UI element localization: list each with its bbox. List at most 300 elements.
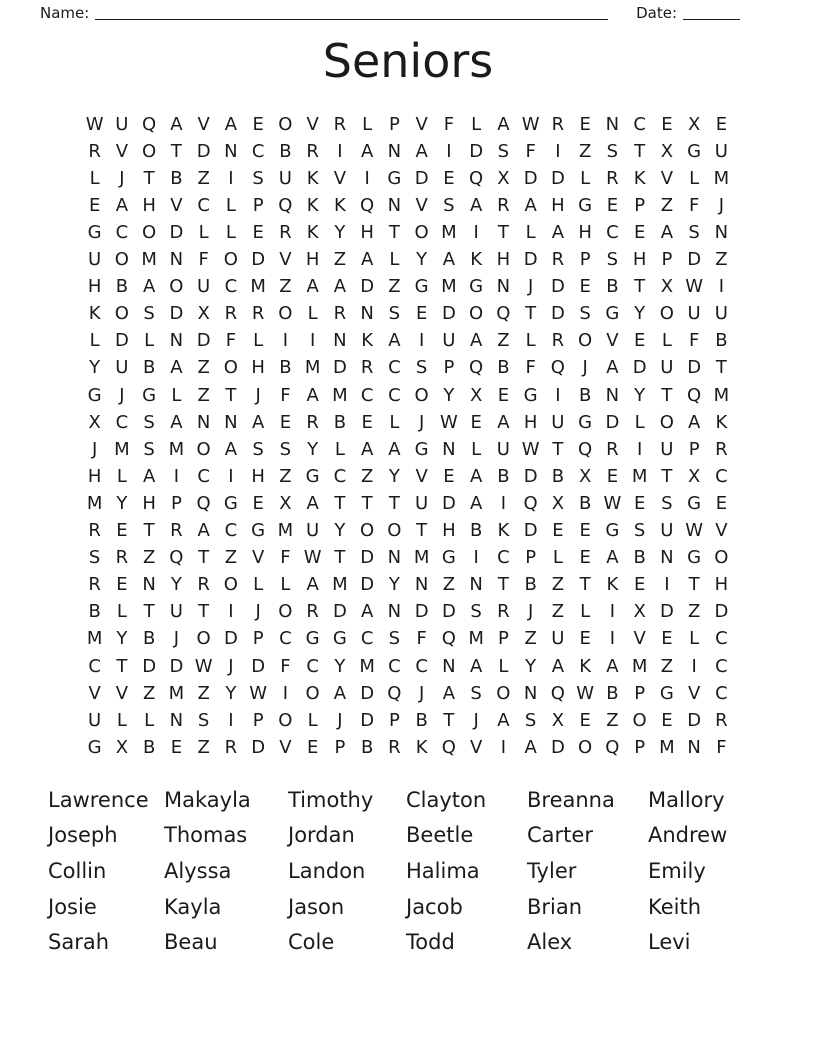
grid-letter-r21c16: L xyxy=(498,655,509,677)
word-item: Todd xyxy=(406,930,455,955)
grid-letter-r19c1: B xyxy=(88,601,101,623)
grid-letter-r11c17: G xyxy=(523,384,538,406)
grid-letter-r24c22: M xyxy=(659,736,675,758)
grid-letter-r3c4: B xyxy=(170,167,183,189)
grid-letter-r20c21: V xyxy=(633,628,646,650)
grid-letter-r4c21: P xyxy=(634,194,646,216)
puzzle-title: Seniors xyxy=(322,34,494,88)
grid-letter-r6c10: Z xyxy=(333,249,347,271)
grid-letter-r16c14: H xyxy=(442,520,456,542)
grid-letter-r11c21: Y xyxy=(634,384,646,406)
grid-letter-r19c3: T xyxy=(143,601,155,623)
grid-letter-r7c18: D xyxy=(550,276,565,298)
grid-letter-r17c6: Z xyxy=(224,547,238,569)
grid-letter-r5c15: I xyxy=(473,222,479,244)
grid-letter-r12c22: O xyxy=(659,411,674,433)
grid-letter-r13c23: P xyxy=(688,438,700,460)
grid-letter-r9c7: L xyxy=(253,330,264,352)
grid-letter-r16c1: R xyxy=(88,520,101,542)
grid-letter-r23c13: B xyxy=(415,709,428,731)
grid-letter-r16c3: T xyxy=(143,520,155,542)
grid-letter-r16c6: C xyxy=(224,520,238,542)
grid-letter-r23c2: L xyxy=(116,709,127,731)
grid-letter-r8c5: X xyxy=(197,303,210,325)
word-search-grid xyxy=(81,111,735,761)
grid-letter-r23c5: S xyxy=(197,709,210,731)
grid-letter-r16c17: D xyxy=(523,520,538,542)
grid-letter-r8c7: R xyxy=(251,303,265,325)
grid-letter-r1c17: W xyxy=(521,113,540,135)
grid-letter-r7c11: D xyxy=(360,276,375,298)
grid-letter-r11c14: Y xyxy=(443,384,455,406)
word-item: Jason xyxy=(288,894,345,919)
grid-letter-r2c24: U xyxy=(714,140,728,162)
grid-letter-r12c24: K xyxy=(715,411,728,433)
grid-letter-r6c5: F xyxy=(198,249,209,271)
grid-letter-r14c4: I xyxy=(173,465,180,487)
grid-letter-r21c3: D xyxy=(142,655,157,677)
grid-letter-r22c12: Q xyxy=(387,682,402,704)
grid-letter-r23c1: U xyxy=(88,709,102,731)
grid-letter-r13c20: R xyxy=(606,438,619,460)
grid-letter-r14c10: C xyxy=(333,465,347,487)
grid-letter-r15c15: A xyxy=(469,492,483,514)
grid-letter-r6c3: M xyxy=(141,249,157,271)
grid-letter-r16c10: Y xyxy=(334,520,346,542)
grid-letter-r20c13: F xyxy=(416,628,427,650)
grid-letter-r10c19: J xyxy=(582,357,588,379)
grid-letter-r7c8: Z xyxy=(279,276,292,298)
grid-letter-r21c10: Y xyxy=(334,655,346,677)
grid-letter-r21c22: Z xyxy=(660,655,674,677)
name-blank-line xyxy=(95,7,608,20)
grid-letter-r18c4: Y xyxy=(170,574,182,596)
grid-letter-r14c7: H xyxy=(251,465,265,487)
grid-letter-r23c21: O xyxy=(632,709,647,731)
word-item: Emily xyxy=(648,859,706,884)
grid-letter-r3c21: K xyxy=(633,167,646,189)
grid-letter-r20c12: S xyxy=(388,628,401,650)
grid-letter-r12c23: A xyxy=(687,411,701,433)
grid-letter-r19c11: A xyxy=(360,601,374,623)
grid-letter-r17c8: F xyxy=(280,547,291,569)
grid-letter-r8c3: S xyxy=(143,303,155,325)
grid-letter-r22c7: W xyxy=(249,682,268,704)
grid-letter-r2c3: O xyxy=(142,140,157,162)
grid-letter-r16c4: R xyxy=(170,520,183,542)
grid-letter-r18c22: I xyxy=(664,574,670,596)
grid-letter-r12c6: N xyxy=(224,411,238,433)
grid-letter-r20c11: C xyxy=(360,628,374,650)
grid-letter-r24c24: F xyxy=(716,736,727,758)
grid-letter-r10c15: Q xyxy=(469,357,484,379)
grid-letter-r3c7: S xyxy=(252,167,264,189)
grid-letter-r6c19: P xyxy=(579,249,591,271)
grid-letter-r10c13: S xyxy=(415,357,428,379)
grid-letter-r5c12: T xyxy=(388,222,400,244)
grid-letter-r8c24: U xyxy=(714,303,728,325)
grid-letter-r8c10: R xyxy=(333,303,347,325)
grid-letter-r20c7: P xyxy=(252,628,264,650)
grid-letter-r14c3: A xyxy=(142,465,156,487)
grid-letter-r8c22: O xyxy=(659,303,674,325)
grid-letter-r9c10: N xyxy=(333,330,347,352)
grid-letter-r17c21: B xyxy=(633,547,646,569)
grid-letter-r20c1: M xyxy=(86,628,103,650)
grid-letter-r7c2: B xyxy=(115,276,129,298)
grid-letter-r17c11: D xyxy=(360,547,375,569)
grid-letter-r13c13: G xyxy=(414,438,429,460)
grid-letter-r6c9: H xyxy=(305,249,320,271)
grid-letter-r22c3: Z xyxy=(142,682,156,704)
grid-letter-r14c8: Z xyxy=(279,465,292,487)
grid-letter-r2c19: Z xyxy=(578,140,592,162)
grid-letter-r1c20: N xyxy=(605,113,620,135)
grid-letter-r7c24: I xyxy=(718,276,725,298)
grid-letter-r15c18: X xyxy=(551,492,565,514)
grid-letter-r2c16: S xyxy=(497,140,510,162)
word-item: Tyler xyxy=(527,859,577,884)
grid-letter-r1c9: V xyxy=(306,113,319,135)
word-item: Makayla xyxy=(164,787,251,812)
grid-letter-r5c18: A xyxy=(551,222,565,244)
grid-letter-r14c13: V xyxy=(415,465,428,487)
grid-letter-r18c18: Z xyxy=(551,574,565,596)
grid-letter-r22c23: V xyxy=(687,682,701,704)
grid-letter-r8c4: D xyxy=(169,303,184,325)
grid-letter-r6c15: K xyxy=(470,249,483,271)
grid-letter-r17c3: Z xyxy=(142,547,156,569)
grid-letter-r14c12: Y xyxy=(388,465,400,487)
grid-letter-r22c9: O xyxy=(305,682,320,704)
grid-letter-r18c23: T xyxy=(688,574,700,596)
grid-letter-r11c1: G xyxy=(87,384,102,406)
grid-letter-r11c6: T xyxy=(225,384,237,406)
grid-letter-r6c22: P xyxy=(661,249,673,271)
grid-letter-r18c8: L xyxy=(280,574,291,596)
grid-letter-r18c17: B xyxy=(524,574,537,596)
grid-letter-r3c20: R xyxy=(606,167,619,189)
grid-letter-r22c14: A xyxy=(442,682,456,704)
grid-letter-r6c2: O xyxy=(114,249,129,271)
grid-letter-r7c7: M xyxy=(250,276,266,298)
grid-letter-r22c13: J xyxy=(418,682,425,704)
grid-letter-r11c24: M xyxy=(713,384,730,406)
grid-letter-r17c15: I xyxy=(473,547,479,569)
grid-letter-r4c3: H xyxy=(142,194,156,216)
grid-letter-r20c4: J xyxy=(173,628,180,650)
grid-letter-r20c14: Q xyxy=(441,628,456,650)
grid-letter-r11c11: C xyxy=(360,384,374,406)
grid-letter-r16c21: S xyxy=(633,520,646,542)
grid-letter-r17c7: V xyxy=(251,547,265,569)
grid-letter-r14c11: Z xyxy=(360,465,374,487)
grid-letter-r7c10: A xyxy=(333,276,347,298)
grid-letter-r13c18: T xyxy=(552,438,564,460)
grid-letter-r14c1: H xyxy=(87,465,102,487)
grid-letter-r15c9: A xyxy=(306,492,319,514)
grid-letter-r20c19: E xyxy=(579,628,591,650)
grid-letter-r3c6: I xyxy=(228,167,234,189)
grid-letter-r12c11: E xyxy=(361,411,373,433)
grid-letter-r10c8: B xyxy=(279,357,292,379)
grid-letter-r8c18: D xyxy=(550,303,565,325)
grid-letter-r10c9: M xyxy=(304,357,321,379)
grid-letter-r18c24: H xyxy=(714,574,729,596)
word-item: Timothy xyxy=(288,787,374,812)
grid-letter-r21c14: N xyxy=(442,655,456,677)
grid-letter-r14c24: C xyxy=(715,465,728,487)
grid-letter-r21c5: W xyxy=(194,655,213,677)
grid-letter-r8c8: O xyxy=(278,303,293,325)
grid-letter-r21c24: C xyxy=(715,655,728,677)
grid-letter-r19c22: D xyxy=(659,601,674,623)
grid-letter-r1c21: C xyxy=(633,113,646,135)
grid-letter-r16c7: G xyxy=(251,520,266,542)
grid-letter-r4c12: N xyxy=(387,194,402,216)
grid-letter-r17c9: W xyxy=(303,547,322,569)
grid-letter-r15c16: I xyxy=(500,492,507,514)
grid-letter-r2c13: A xyxy=(415,140,428,162)
grid-letter-r13c4: M xyxy=(168,438,185,460)
grid-letter-r10c16: B xyxy=(497,357,510,379)
grid-letter-r11c10: M xyxy=(332,384,348,406)
grid-letter-r1c14: F xyxy=(443,113,455,135)
grid-letter-r17c13: M xyxy=(413,547,430,569)
grid-letter-r2c9: R xyxy=(306,140,319,162)
word-item: Thomas xyxy=(164,823,248,848)
grid-letter-r15c14: D xyxy=(441,492,456,514)
grid-letter-r19c4: U xyxy=(169,601,183,623)
grid-letter-r20c10: G xyxy=(332,628,347,650)
word-item: Beau xyxy=(164,930,218,955)
grid-letter-r5c23: S xyxy=(688,222,700,244)
grid-letter-r23c19: E xyxy=(579,709,591,731)
grid-letter-r23c8: O xyxy=(278,709,293,731)
grid-letter-r22c19: W xyxy=(576,682,595,704)
grid-letter-r15c1: M xyxy=(86,492,103,514)
grid-letter-r24c2: X xyxy=(115,736,129,758)
word-item: Clayton xyxy=(406,787,487,812)
grid-letter-r17c18: L xyxy=(552,547,563,569)
grid-letter-r19c6: I xyxy=(228,601,234,623)
grid-letter-r5c11: H xyxy=(360,222,374,244)
word-item: Halima xyxy=(406,859,480,884)
grid-letter-r7c14: M xyxy=(441,276,457,298)
grid-letter-r12c20: D xyxy=(605,411,620,433)
grid-letter-r3c3: T xyxy=(143,167,155,189)
grid-letter-r17c14: G xyxy=(441,547,456,569)
grid-letter-r6c18: R xyxy=(551,249,565,271)
grid-letter-r9c13: I xyxy=(418,330,425,352)
grid-letter-r23c15: J xyxy=(473,709,479,731)
grid-letter-r16c22: U xyxy=(660,520,674,542)
word-list xyxy=(48,783,816,961)
grid-letter-r12c8: E xyxy=(279,411,292,433)
grid-letter-r3c9: K xyxy=(306,167,319,189)
grid-letter-r3c14: E xyxy=(443,167,455,189)
grid-letter-r5c8: R xyxy=(279,222,292,244)
grid-letter-r22c10: A xyxy=(333,682,347,704)
grid-letter-r5c22: A xyxy=(660,222,674,244)
grid-letter-r12c15: E xyxy=(470,411,482,433)
grid-letter-r6c8: V xyxy=(279,249,292,271)
grid-letter-r19c8: O xyxy=(278,601,293,623)
grid-letter-r2c14: I xyxy=(446,140,452,162)
grid-letter-r21c9: C xyxy=(306,655,319,677)
grid-letter-r9c17: L xyxy=(525,330,536,352)
grid-letter-r10c20: A xyxy=(606,357,619,379)
grid-letter-r14c23: X xyxy=(687,465,701,487)
grid-letter-r9c22: L xyxy=(661,330,672,352)
grid-letter-r4c17: A xyxy=(524,194,537,216)
grid-letter-r11c9: A xyxy=(306,384,319,406)
grid-letter-r19c5: T xyxy=(198,601,210,623)
grid-letter-r19c10: D xyxy=(332,601,347,623)
grid-letter-r10c21: D xyxy=(632,357,647,379)
grid-letter-r22c20: B xyxy=(606,682,619,704)
grid-letter-r3c8: U xyxy=(278,167,292,189)
grid-letter-r11c22: T xyxy=(661,384,673,406)
grid-letter-r12c1: X xyxy=(88,411,101,433)
grid-letter-r4c14: S xyxy=(443,194,455,216)
grid-letter-r11c20: N xyxy=(605,384,620,406)
grid-letter-r24c3: B xyxy=(142,736,156,758)
grid-letter-r15c7: E xyxy=(252,492,264,514)
grid-letter-r10c1: Y xyxy=(89,357,101,379)
grid-letter-r16c13: T xyxy=(416,520,428,542)
grid-letter-r2c5: D xyxy=(196,140,211,162)
grid-letter-r3c13: D xyxy=(414,167,429,189)
grid-letter-r21c17: Y xyxy=(525,655,537,677)
grid-letter-r17c16: C xyxy=(497,547,510,569)
grid-letter-r22c22: G xyxy=(659,682,674,704)
grid-letter-r22c1: V xyxy=(88,682,101,704)
grid-letter-r3c23: L xyxy=(689,167,700,189)
grid-letter-r24c19: O xyxy=(578,736,593,758)
grid-letter-r2c7: C xyxy=(251,140,265,162)
grid-letter-r1c22: E xyxy=(661,113,673,135)
grid-letter-r18c14: Z xyxy=(442,574,456,596)
grid-letter-r4c5: C xyxy=(197,194,210,216)
grid-letter-r15c17: Q xyxy=(523,492,538,514)
grid-letter-r15c10: T xyxy=(334,492,346,514)
grid-letter-r1c5: V xyxy=(197,113,210,135)
grid-letter-r22c15: S xyxy=(470,682,482,704)
grid-letter-r24c8: V xyxy=(279,736,292,758)
grid-letter-r22c17: N xyxy=(523,682,538,704)
grid-letter-r3c15: Q xyxy=(469,167,484,189)
grid-letter-r21c2: T xyxy=(116,655,128,677)
grid-letter-r16c8: M xyxy=(277,520,294,542)
grid-letter-r5c21: E xyxy=(633,222,646,244)
word-item: Beetle xyxy=(406,823,474,848)
grid-letter-r21c6: J xyxy=(228,655,234,677)
grid-letter-r17c19: E xyxy=(579,547,591,569)
grid-letter-r2c4: T xyxy=(170,140,182,162)
grid-letter-r6c16: H xyxy=(496,249,511,271)
grid-letter-r23c9: L xyxy=(307,709,318,731)
grid-letter-r15c2: Y xyxy=(116,492,128,514)
grid-letter-r1c4: A xyxy=(170,113,183,135)
grid-letter-r1c16: A xyxy=(497,113,510,135)
grid-letter-r17c5: T xyxy=(198,547,210,569)
grid-letter-r13c19: Q xyxy=(578,438,593,460)
grid-letter-r23c17: S xyxy=(524,709,537,731)
grid-letter-r15c11: T xyxy=(361,492,373,514)
grid-letter-r13c1: J xyxy=(91,438,98,460)
grid-letter-r11c4: L xyxy=(171,384,182,406)
grid-letter-r5c6: L xyxy=(225,222,236,244)
grid-letter-r22c8: I xyxy=(282,682,289,704)
grid-letter-r8c15: O xyxy=(469,303,484,325)
grid-letter-r20c24: C xyxy=(715,628,728,650)
grid-letter-r14c19: X xyxy=(578,465,592,487)
grid-letter-r18c13: N xyxy=(414,574,429,596)
grid-letter-r14c21: M xyxy=(631,465,648,487)
grid-letter-r7c5: U xyxy=(197,276,211,298)
grid-letter-r1c15: L xyxy=(471,113,482,135)
grid-letter-r5c17: L xyxy=(525,222,536,244)
grid-letter-r8c21: Y xyxy=(634,303,646,325)
grid-letter-r9c14: U xyxy=(442,330,456,352)
grid-letter-r1c11: L xyxy=(362,113,373,135)
grid-letter-r21c11: M xyxy=(359,655,375,677)
grid-letter-r12c3: S xyxy=(143,411,155,433)
grid-letter-r9c9: I xyxy=(309,330,316,352)
grid-letter-r7c9: A xyxy=(306,276,319,298)
grid-letter-r4c16: R xyxy=(497,194,510,216)
grid-letter-r10c3: B xyxy=(142,357,156,379)
grid-letter-r5c13: O xyxy=(414,222,429,244)
grid-letter-r2c6: N xyxy=(224,140,238,162)
grid-letter-r17c12: N xyxy=(387,547,402,569)
grid-letter-r18c11: D xyxy=(360,574,375,596)
grid-letter-r20c15: M xyxy=(468,628,484,650)
grid-letter-r19c9: R xyxy=(306,601,319,623)
word-item: Collin xyxy=(48,859,107,884)
grid-letter-r24c13: K xyxy=(415,736,428,758)
word-item: Andrew xyxy=(648,823,728,848)
grid-letter-r9c8: I xyxy=(282,330,289,352)
grid-letter-r13c24: R xyxy=(715,438,728,460)
grid-letter-r5c5: L xyxy=(198,222,209,244)
word-item: Lawrence xyxy=(48,787,149,812)
grid-letter-r15c6: G xyxy=(223,492,238,514)
grid-letter-r10c10: D xyxy=(332,357,347,379)
grid-letter-r6c21: H xyxy=(632,249,647,271)
grid-letter-r10c6: O xyxy=(223,357,238,379)
word-item: Josie xyxy=(48,894,97,919)
grid-letter-r8c19: S xyxy=(579,303,591,325)
grid-letter-r19c19: L xyxy=(580,601,591,623)
grid-letter-r1c10: R xyxy=(333,113,347,135)
grid-letter-r24c5: Z xyxy=(197,736,210,758)
grid-letter-r1c19: E xyxy=(579,113,591,135)
grid-letter-r2c20: S xyxy=(606,140,619,162)
grid-letter-r24c14: Q xyxy=(441,736,456,758)
grid-letter-r5c24: N xyxy=(714,222,729,244)
grid-letter-r21c20: A xyxy=(606,655,619,677)
grid-letter-r21c12: C xyxy=(388,655,401,677)
grid-letter-r23c16: A xyxy=(497,709,510,731)
grid-letter-r18c10: M xyxy=(332,574,348,596)
grid-letter-r20c16: P xyxy=(497,628,509,650)
grid-letter-r7c6: C xyxy=(224,276,238,298)
grid-letter-r8c9: L xyxy=(307,303,318,325)
grid-letter-r8c13: E xyxy=(415,303,428,325)
grid-letter-r16c12: O xyxy=(387,520,402,542)
